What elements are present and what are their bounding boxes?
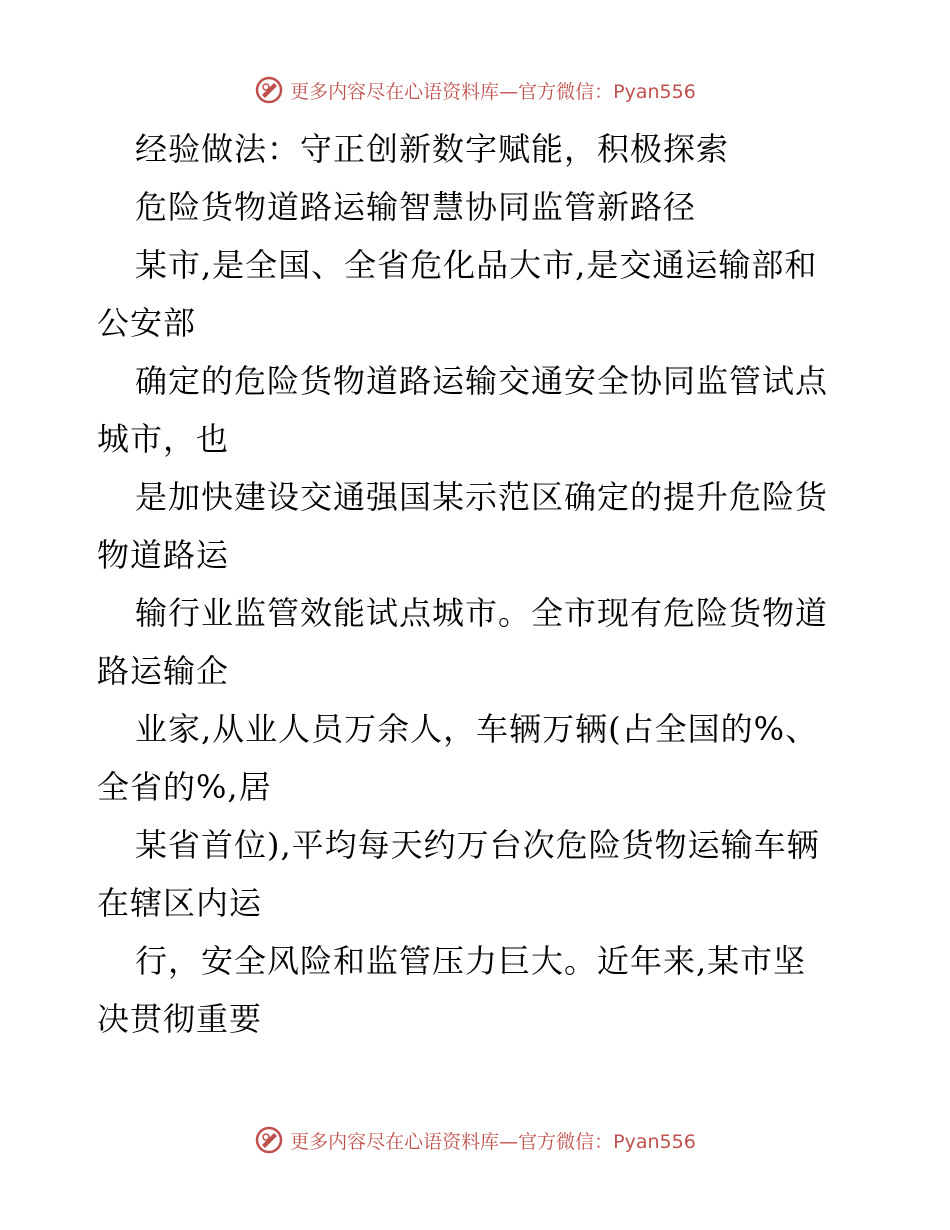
paragraph-line: 输行业监管效能试点城市。全市现有危险货物道	[135, 594, 829, 632]
paragraph-line: 行，安全风险和监管压力巨大。近年来,某市坚	[135, 942, 807, 980]
paragraph-line: 全省的%,居	[97, 768, 272, 806]
paragraph-line: 在辖区内运	[97, 884, 263, 922]
header-banner	[0, 70, 950, 110]
paragraph-line: 经验做法：守正创新数字赋能，积极探索	[135, 130, 730, 168]
paragraph-line: 公安部	[97, 304, 197, 342]
paragraph-line: 城市，也	[97, 420, 230, 458]
paragraph-line: 确定的危险货物道路运输交通安全协同监管试点	[135, 362, 829, 400]
banner-text: 更多内容尽在心语资料库—官方微信：Pyan556	[290, 80, 696, 103]
paragraph-line: 物道路运	[97, 536, 230, 574]
document-body	[97, 120, 857, 1048]
paragraph-line: 危险货物道路运输智慧协同监管新路径	[135, 188, 697, 226]
logo-icon	[254, 1125, 284, 1155]
banner-text: 更多内容尽在心语资料库—官方微信：Pyan556	[290, 1130, 696, 1153]
paragraph-line: 是加快建设交通强国某示范区确定的提升危险货	[135, 478, 829, 516]
paragraph-line: 某省首位),平均每天约万台次危险货物运输车辆	[135, 826, 820, 864]
logo-icon	[254, 75, 284, 105]
paragraph-line: 决贯彻重要	[97, 1000, 263, 1038]
paragraph-line: 路运输企	[97, 652, 230, 690]
paragraph-line: 某市,是全国、全省危化品大市,是交通运输部和	[135, 246, 818, 284]
footer-banner	[0, 1120, 950, 1160]
paragraph-line: 业家,从业人员万余人，车辆万辆(占全国的%、	[135, 710, 819, 748]
